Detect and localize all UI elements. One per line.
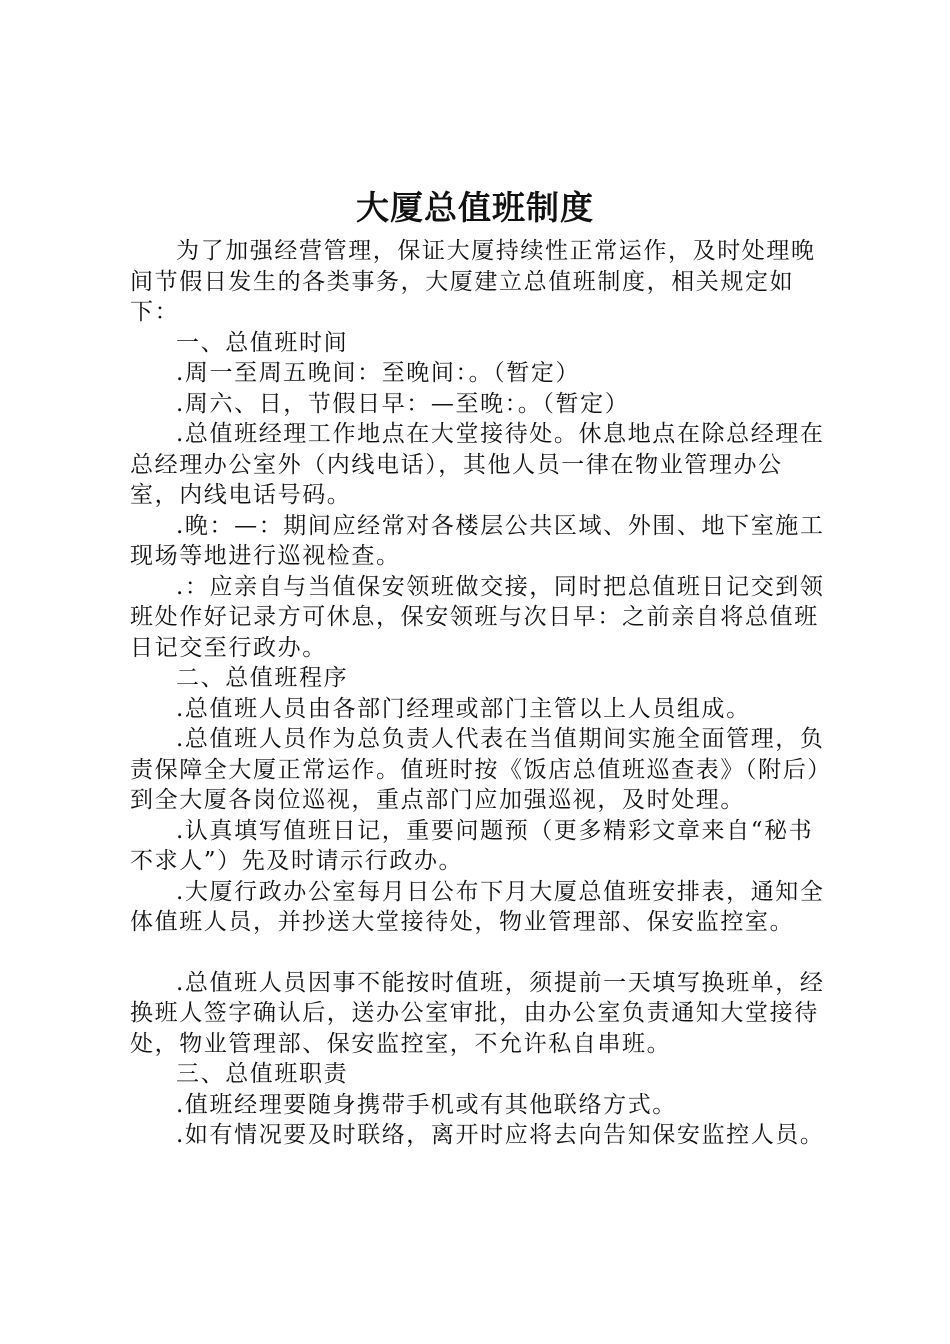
intro-paragraph: 为了加强经营管理，保证大厦持续性正常运作，及时处理晚间节假日发生的各类事务，大厦建立总值班制度，相关规定如下： bbox=[130, 238, 816, 325]
list-item: .如有情况要及时联络，离开时应将去向告知保安监控人员。 bbox=[176, 1122, 825, 1148]
list-item: .认真填写值班日记，重要问题预（更多精彩文章来自“秘书不求人”）先及时请示行政办。 bbox=[130, 817, 814, 874]
document-body bbox=[130, 236, 830, 1151]
list-item: .：应亲自与当值保安领班做交接，同时把总值班日记交到领班处作好记录方可休息，保安领班与次日早：之前亲自将总值班日记交至行政办。 bbox=[130, 573, 825, 661]
section-heading-2: 二、总值班程序 bbox=[176, 665, 349, 691]
list-item: .总值班经理工作地点在大堂接待处。休息地点在除总经理在总经理办公室外（内线电话），其他人员一律在物业管理办公室，内线电话号码。 bbox=[130, 421, 825, 508]
list-item: .大厦行政办公室每月日公布下月大厦总值班安排表，通知全体值班人员，并抄送大堂接待处，物业管理部、保安监控室。 bbox=[130, 878, 825, 935]
section-heading-3: 三、总值班职责 bbox=[176, 1061, 349, 1087]
list-item: .总值班人员因事不能按时值班，须提前一天填写换班单，经换班人签字确认后，送办公室审批，由办公室负责通知大堂接待处，物业管理部、保安监控室，不允许私自串班。 bbox=[130, 969, 825, 1057]
list-item: .总值班人员作为总负责人代表在当值期间实施全面管理，负责保障全大厦正常运作。值班时按《饭店总值班巡查表》（附后）到全大厦各岗位巡视，重点部门应加强巡视，及时处理。 bbox=[130, 726, 825, 813]
list-item: .周一至周五晚间：至晚间：。（暂定） bbox=[176, 360, 581, 386]
list-item: .值班经理要随身携带手机或有其他联络方式。 bbox=[176, 1091, 677, 1118]
section-heading-1: 一、总值班时间 bbox=[176, 329, 349, 356]
document-title: 大厦总值班制度 bbox=[356, 188, 594, 227]
list-item: .周六、日，节假日早：—至晚：。（暂定） bbox=[176, 390, 630, 417]
list-item: .总值班人员由各部门经理或部门主管以上人员组成。 bbox=[176, 695, 751, 722]
list-item: .晚：—：期间应经常对各楼层公共区域、外围、地下室施工现场等地进行巡视检查。 bbox=[130, 512, 825, 569]
paragraph-gap bbox=[130, 938, 830, 968]
